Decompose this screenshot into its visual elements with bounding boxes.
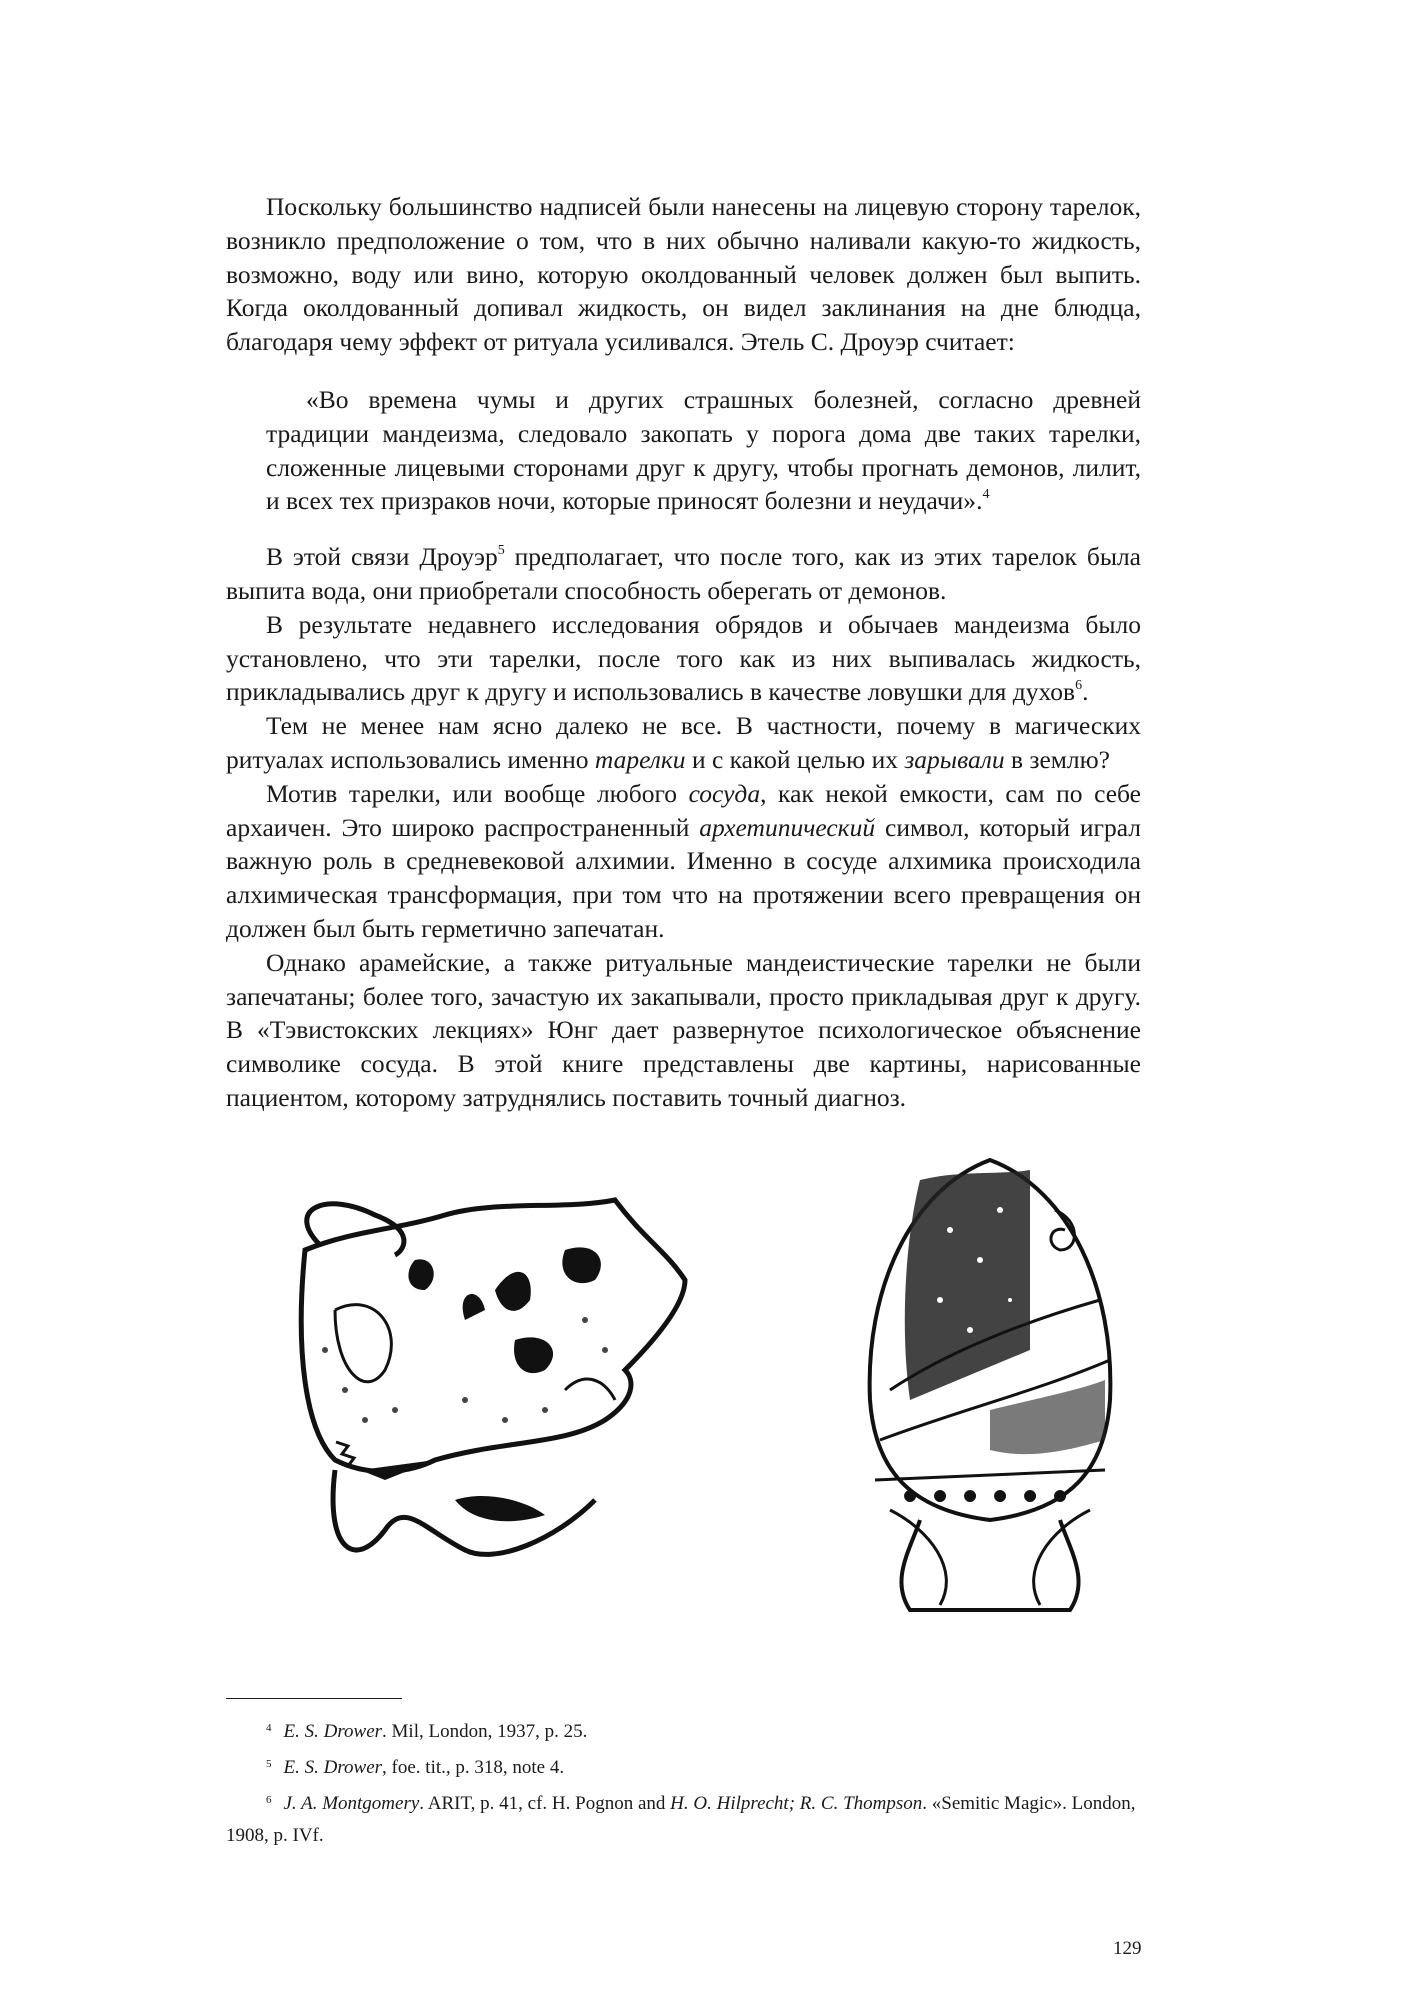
footnote-ref-5[interactable]: 5 xyxy=(497,543,505,559)
quote-text: «Во времена чумы и других страшных болезней, согласно древней традиции мандеизма, следовало закопать у порога дома две таких тарелки, сложенные лицевыми сторонами друг к другу, чтобы прогнать демонов, лилит, и всех тех призраков ночи, которые приносят болезни и неудачи» xyxy=(266,384,1141,516)
footnote-5 xyxy=(226,1748,1141,1784)
p2-text-a: В этой связи Дроуэр xyxy=(266,542,498,572)
footnote-text: . Mil, London, 1937, p. 25. xyxy=(382,1721,588,1742)
p5-italic-2: архетипический xyxy=(699,812,876,842)
p3-text: В результате недавнего исследования обрядов и обычаев мандеизма было установлено, что эти тарелки, после того как из них выпивалась жидкость, прикладывались друг к другу и использовались в качестве ловушки для духов xyxy=(226,609,1141,707)
p4-text-c: в землю? xyxy=(1004,744,1111,774)
p4-text-b: и с какой целью их xyxy=(685,744,905,774)
footnote-text: . ARIT, p. 41, cf. H. Pognon and xyxy=(419,1793,671,1814)
main-text xyxy=(226,190,1141,1115)
p5-italic-1: сосуда xyxy=(688,778,761,808)
footnote-6 xyxy=(226,1784,1141,1852)
p4-italic-2: зарывали xyxy=(904,744,1005,774)
p5-text-c: символ, который играл важную роль в средневековой алхимии. Именно в сосуде алхимика происходила алхимическая трансформация, при том что на протяжении всего превращения он должен был быть герметично запечатан. xyxy=(226,812,1141,943)
footnote-author: E. S. Drower xyxy=(283,1757,383,1778)
footnote-number: 6 xyxy=(266,1794,272,1806)
footnote-number: 4 xyxy=(266,1722,272,1734)
p2-text-b: предполагает, что после того, как из этих тарелок была выпита вода, они приобретали способность оберегать от демонов. xyxy=(226,542,1141,605)
paragraph-6: Однако арамейские, а также ритуальные мандеистические тарелки не были запечатаны; более того, зачастую их закапывали, просто прикладывая друг к другу. В «Тэвистокских лекциях» Юнг дает развернутое психологическое объяснение символике сосуда. В этой книге представлены две картины, нарисованные пациентом, которому затруднялись поставить точный диагноз. xyxy=(226,947,1141,1112)
footnotes xyxy=(226,1712,1141,1852)
footnote-4 xyxy=(226,1712,1141,1748)
footnote-divider xyxy=(226,1698,402,1699)
p5-text-b: , как некой емкости, сам по себе архаичен. Это широко распространенный xyxy=(226,778,1141,842)
footnote-text-2: . «Semitic Magic». London, 1908, p. IVf. xyxy=(226,1793,1136,1846)
patient-drawing-fish-vessel xyxy=(265,1170,765,1600)
footnote-ref-6[interactable]: 6 xyxy=(1075,678,1083,694)
p4-text-a: Тем не менее нам ясно далеко не все. В частности, почему в магических ритуалах использовались именно xyxy=(226,711,1141,774)
footnote-author: E. S. Drower xyxy=(283,1721,383,1742)
footnote-text: , foe. tit., p. 318, note 4. xyxy=(382,1757,565,1778)
footnote-author: J. A. Montgomery xyxy=(283,1793,420,1814)
block-quote: «Во времена чумы и других страшных болезней, согласно древней традиции мандеизма, следовало закопать у порога дома две таких тарелки, сложенные лицевыми сторонами друг к другу, чтобы прогнать демонов, лилит, и всех тех призраков ночи, которые приносят болезни и неудачи».$^4$ xyxy=(266,384,1141,516)
illustrations xyxy=(265,1150,1145,1630)
p5-text-a: Мотив тарелки, или вообще любого xyxy=(266,778,689,808)
paragraph-5 xyxy=(226,777,1141,946)
page-number: 129 xyxy=(1113,1938,1142,1959)
paragraph-4 xyxy=(226,709,1141,777)
paragraph-3: В результате недавнего исследования обрядов и обычаев мандеизма было установлено, что эти тарелки, после того как из них выпивалась жидкость, прикладывались друг к другу и использовались в качестве ловушки для духов$^6$. xyxy=(226,609,1141,707)
paragraph-1: Поскольку большинство надписей были нанесены на лицевую сторону тарелок, возникло предположение о том, что в них обычно наливали какую-то жидкость, возможно, воду или вино, которую околдованный человек должен был выпить. Когда околдованный допивал жидкость, он видел заклинания на дне блюдца, благодаря чему эффект от ритуала усиливался. Этель С. Дроуэр считает: xyxy=(226,192,1141,357)
footnote-author-2: H. O. Hilprecht; R. C. Thompson xyxy=(670,1793,923,1814)
paragraph-2 xyxy=(226,540,1141,608)
footnote-ref-4[interactable]: 4 xyxy=(982,487,990,503)
p4-italic-1: тарелки xyxy=(594,744,686,774)
footnote-number: 5 xyxy=(266,1758,272,1770)
patient-drawing-tall-vessel xyxy=(850,1150,1130,1630)
